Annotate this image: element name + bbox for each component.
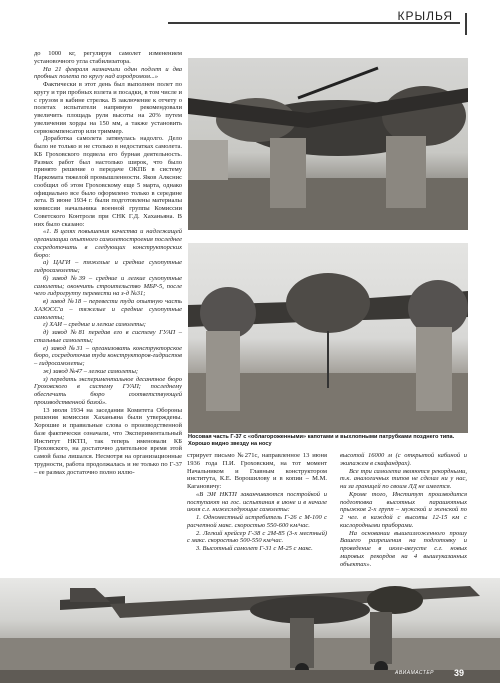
paragraph: до 1000 кг, регулируя самолет изменением установочного угла стабилизатора. bbox=[34, 50, 182, 65]
photo-caption: Носовая часть Г-37 с «облагороженными» капотами и выхлопными патрубками позднего типа. Хорошо видно звезду на носу bbox=[188, 434, 455, 447]
paragraph: Все три самолета являются рекордными, т.к. аналогичных типов не сделал ни у нас, ни за границей по своим ЛД не имеется. bbox=[340, 467, 467, 490]
photo-aircraft-airfield bbox=[0, 578, 500, 683]
paragraph: На основании вышеизложенного прошу Вашего разрешения на подготовку и проведение в июле-августе с.г. новых мировых рекордов на 4 вышеуказанных объектах». bbox=[340, 529, 467, 568]
paragraph: На 21 февраля назначили один подлет и два пробных полета по кругу над аэродромом...» bbox=[34, 65, 182, 81]
aircraft-photo-graphic bbox=[188, 58, 468, 230]
paragraph: Фактически в этот день был выполнен полет по кругу и три пробных взлета и посадки, в том числе и с грузом в кабине стрелка. В заключение к отчету о полетах испытатели напрямую рекомендовали увеличить площадь руля высоты на 20% путем увеличения хорды на 150 мм, а также установить сервокомпенсатор или триммер. bbox=[34, 81, 182, 135]
list-item: ж) завод №47 – легкие самолеты; bbox=[43, 367, 139, 375]
paragraph: «1. В целях повышения качества и надлежащей организации опытного самолетостроения последнее сосредоточить в следующих конструкторских бюро: bbox=[34, 228, 182, 259]
paragraph: высотой 16000 м (с открытой кабиной и экипажем в скафандрах). bbox=[340, 452, 467, 467]
page-number: 39 bbox=[453, 668, 464, 678]
photo-aircraft-nose-top bbox=[188, 58, 468, 230]
list-item: з) передать экспериментальное десантное бюро Гроховского в систему ГУАП; последнему обеспечить бюро соответствующей производственной базой». bbox=[34, 375, 182, 406]
aircraft-photo-graphic bbox=[0, 578, 500, 683]
paragraph: Доработка самолета затянулась надолго. Дело было не только и не столько в недостатках самолета. КБ Гроховского подвела его бурная деятельность. Размах работ был настолько широк, что было принято решение о передаче ОКПБ в систему Наркомата тяжелой промышленности. Яков Алкснис сообщил об этом Гроховскому еще 5 марта, однако официально все было оформлено только в середине лета. В июне 1934 г. были подготовлены материалы комиссии начальника военной группы Комиссии Советского Контроля при СНК Г.Д. Хаханьяна. В них было сказано: bbox=[34, 135, 182, 228]
paragraph: «В ЭИ НКТП заканчиваются постройкой и поступают на гос. испытания в июне и в начале июля с.г. нижеследующие самолеты: bbox=[187, 490, 327, 514]
paragraph: 13 июля 1934 на заседании Комитета Обороны решения комиссии Хаханьяна были утверждены. Хорошие и правильные слова о производственной базе фактически означали, что Экспериментальный Институт НКТП, так теперь именовали КБ Гроховского, на достаточно длительное время этой самой базы лишался. Несмотря на организационные трудности, работа продолжалась и не только по Г-37 – ее размах достаточно полно иллю- bbox=[34, 406, 182, 476]
text-column-right bbox=[340, 452, 467, 568]
list-item: е) завод №31 – организовать конструкторское бюро, сосредоточив туда конструкторов-гидристов – гидросамолеты; bbox=[34, 344, 182, 367]
list-item: а) ЦАГИ – тяжелые и средние сухопутные гидросамолеты; bbox=[34, 259, 182, 274]
paragraph: Кроме того, Институт производится подготовка высотных парашютных прыжков 2-х групп – мужской и женской по 2 чел. в каждой с высоты 12-15 км с кислородными приборами. bbox=[340, 490, 467, 529]
paragraph: стрирует письмо №271с, направленное 13 июня 1936 года П.И. Гроховским, на тот момент Начальником и Главным конструктором института, К.Е. Ворошилову и в копии – М.М. Кагановичу: bbox=[187, 452, 327, 490]
aircraft-photo-graphic bbox=[188, 243, 468, 433]
text-column-left bbox=[34, 50, 182, 476]
list-item: г) ХАИ – средние и легкие самолеты; bbox=[43, 321, 146, 329]
header-tick bbox=[465, 13, 467, 35]
magazine-logo: АВИАМАСТЕР bbox=[395, 670, 434, 676]
text-column-middle bbox=[187, 452, 327, 553]
list-item: в) завод №18 – перевести туда опытную часть ХАЗОСС'а – тяжелые и средние сухопутные самолеты; bbox=[34, 298, 182, 321]
list-item: 2. Легкий крейсер Г-38 с 2М-85 (3-х местный) с макс. скоростью 500-550 км/час. bbox=[187, 529, 327, 545]
list-item: 1. Одноместный истребитель Г-26 с М-100 с расчетной макс. скоростью 550-600 км/час. bbox=[187, 514, 327, 529]
list-item: 3. Высотный самолет Г-31 с М-25 с макс. bbox=[196, 545, 313, 552]
list-item: б) завод №39 – средние и легкие сухопутные самолеты; окончить строительство МБР-5, после чего гидрогруппу перевести на з-д №31; bbox=[34, 274, 182, 298]
list-item: д) завод №81 передав его в систему ГУАП – стальные самолеты; bbox=[34, 329, 182, 344]
section-title: КРЫЛЬЯ bbox=[397, 9, 453, 23]
photo-aircraft-nose-front bbox=[188, 243, 468, 433]
